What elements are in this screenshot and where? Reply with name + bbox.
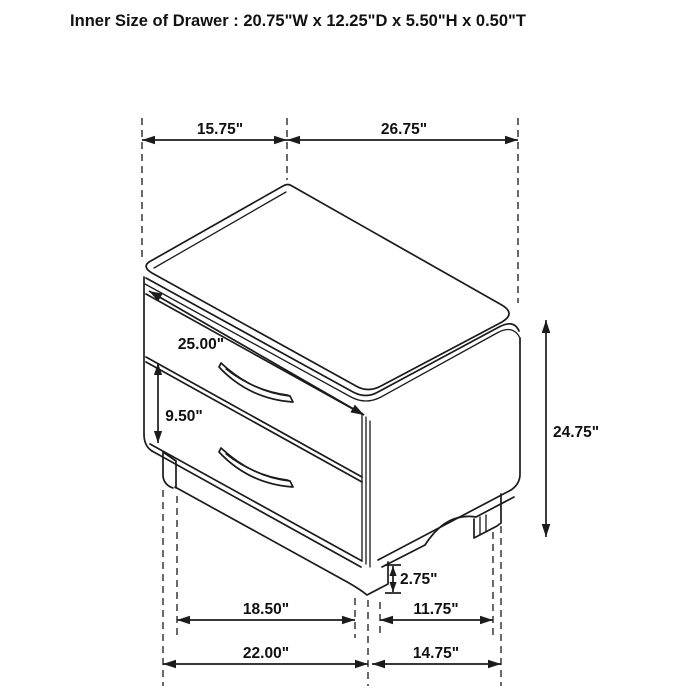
extension-lines bbox=[142, 118, 518, 686]
arrowhead bbox=[342, 616, 355, 625]
nightstand-drawing bbox=[144, 185, 520, 596]
dim-top-width-label: 26.75" bbox=[380, 121, 428, 138]
diagram-title: Inner Size of Drawer : 20.75"W x 12.25"D x 5.50"H x 0.50"T bbox=[70, 12, 526, 30]
dim-drawer-height-label: 9.50" bbox=[165, 408, 203, 425]
arrowhead bbox=[287, 136, 300, 145]
arrowhead bbox=[372, 660, 385, 669]
arrowhead bbox=[480, 616, 493, 625]
dim-base-outer-depth-label: 22.00" bbox=[242, 645, 290, 662]
dim-base-outer-depth bbox=[163, 645, 368, 668]
dim-top-depth-label: 15.75" bbox=[196, 121, 244, 138]
arrowhead bbox=[177, 616, 190, 625]
dim-top-width bbox=[287, 121, 518, 144]
dim-drawer-width-label: 25.00" bbox=[177, 336, 225, 353]
arrowhead bbox=[163, 660, 176, 669]
bottom-drawer-handle bbox=[219, 448, 293, 487]
arrowhead bbox=[488, 660, 501, 669]
arrowhead bbox=[350, 405, 364, 415]
front-corner-edge bbox=[362, 413, 370, 567]
arrowhead bbox=[505, 136, 518, 145]
cabinet-bottom-edge bbox=[150, 444, 362, 567]
dim-overall-height bbox=[542, 320, 599, 537]
arrowhead bbox=[380, 616, 393, 625]
arrowhead bbox=[355, 660, 368, 669]
dim-base-height bbox=[385, 565, 438, 593]
arrowhead bbox=[389, 566, 396, 576]
arrowhead bbox=[542, 524, 551, 537]
cabinet-rear-edge bbox=[511, 338, 520, 490]
dim-base-outer-width-label: 14.75" bbox=[412, 645, 460, 662]
arrowhead bbox=[142, 136, 155, 145]
dim-base-inner-width bbox=[380, 601, 493, 624]
dim-base-height-label: 2.75" bbox=[400, 571, 438, 588]
dim-base-inner-width-label: 11.75" bbox=[413, 601, 459, 618]
arrowhead bbox=[154, 431, 162, 443]
arrowhead bbox=[542, 320, 551, 333]
dim-overall-height-label: 24.75" bbox=[553, 424, 600, 441]
arrowhead bbox=[389, 582, 396, 592]
dim-base-outer-width bbox=[372, 645, 501, 668]
nightstand-top bbox=[146, 185, 509, 390]
arrowhead bbox=[274, 136, 287, 145]
dim-base-inner-depth bbox=[177, 601, 355, 624]
dim-top-depth bbox=[142, 121, 287, 144]
dim-base-inner-depth-label: 18.50" bbox=[242, 601, 290, 618]
base-front-edge-and-foot bbox=[175, 487, 388, 595]
